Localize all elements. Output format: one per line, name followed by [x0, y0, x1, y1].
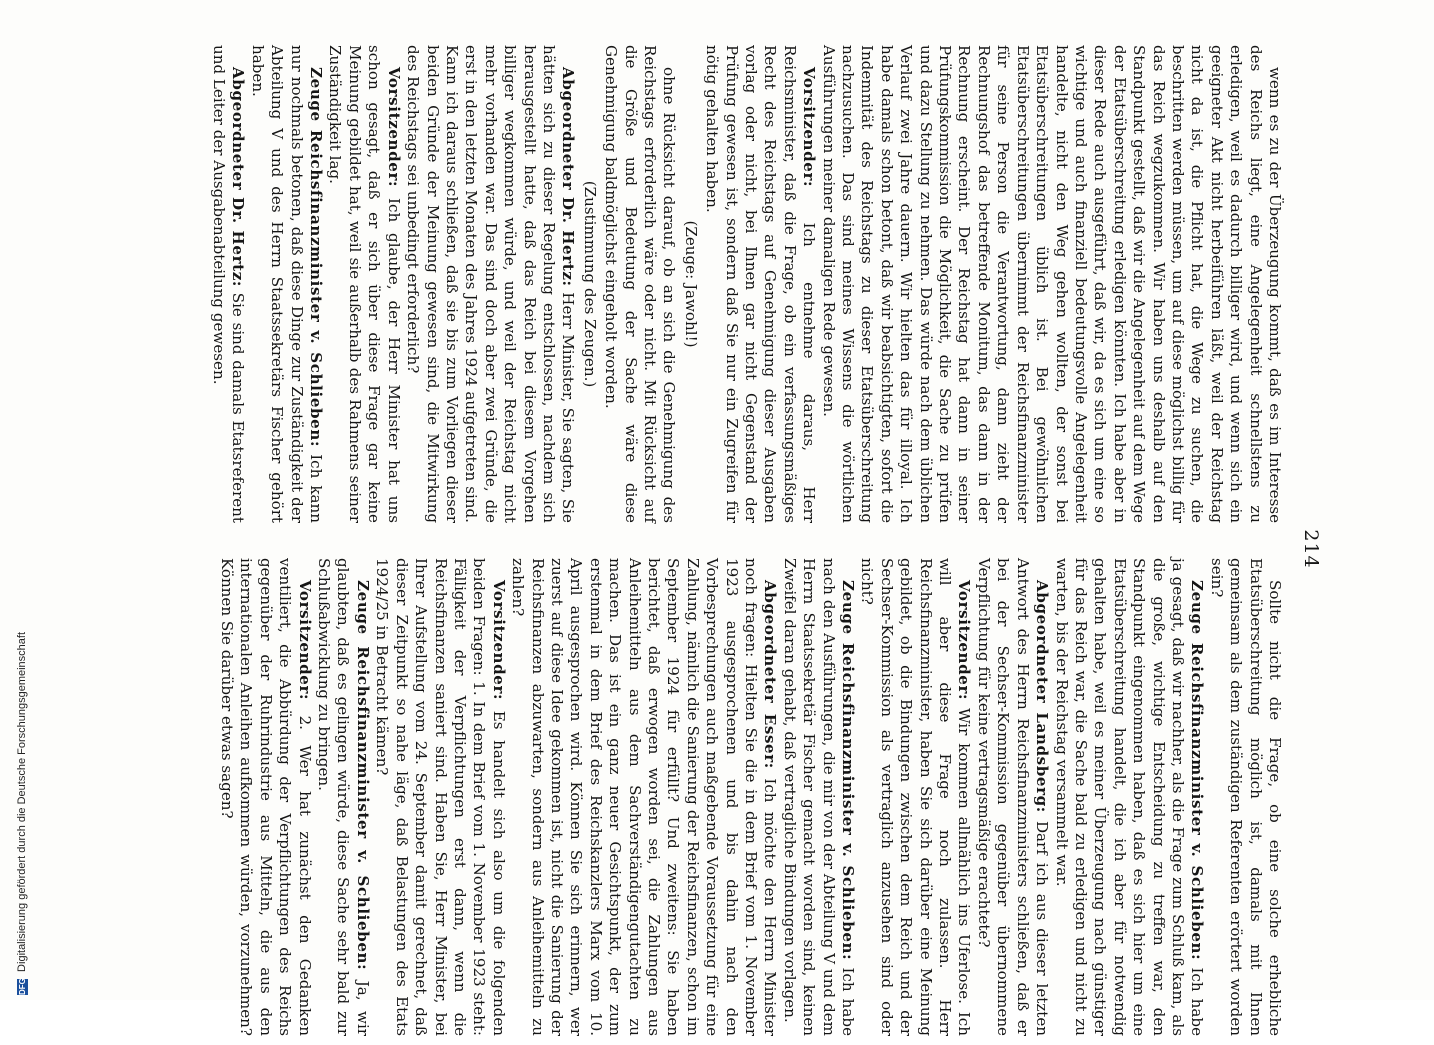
speech-text: Ich kann nur nochmals betonen, daß diese Dinge zur Zuständigkeit der Abteilung V und des Herrn Staatssekretärs Fischer gehört haben.	[248, 45, 326, 523]
speech-text: Darf ich aus dieser letzten Antwort des Herrn Reichsfinanzministers schließen, daß er bei der Sechser-Kommission gegenüber übernommene Verpflichtung für keine vertragsmäßige erachtete?	[974, 558, 1052, 1036]
speech-text: Es handelt sich also um die folgenden beiden Fragen: 1. In dem Brief vom 1. November 1923 steht: Fälligkeit der Verpflichtungen erst dann, wenn die Reichsfinanzen saniert sind. Haben Sie, Herr Minister, bei Ihrer Aufstellung vom 24. September damit gerechnet, daß dieser Zeitpunkt so nahe läge, daß Belastungen des Etats 1924/25 in Betracht kämen?	[373, 558, 508, 1036]
speaker-name: Zeuge Reichsfinanzminister v. Schlieben:	[307, 67, 326, 448]
stage-direction: (Zustimmung des Zeugen.)	[580, 180, 599, 388]
speech-text: Herr Minister, Sie sagten, Sie hätten sich zu dieser Regelung entschlossen, nachdem sich herausgestellt hatte, daß das Reich bei diesem Vorgehen billiger wegkommen würde, und weil der Reichstag nicht mehr vorhanden war. Das sind doch aber zwei Gründe, die erst in den letzten Monaten des Jahres 1924 aufgetreten sind. Kann ich daraus schließen, daß sie bis zum Vorliegen dieser beiden Gründe der Meinung gewesen sind, die Mitwirkung des Reichstags sei unbedingt erforderlich?	[404, 45, 578, 523]
speaker-name: Zeuge Reichsfinanzminister v. Schlieben:	[1188, 580, 1207, 961]
speaker-paragraph	[702, 45, 818, 523]
speaker-paragraph	[857, 558, 973, 1036]
speech-text: Ich möchte den Herrn Minister noch fragen: Hielten Sie die in dem Brief vom 1. November 1923 ausgesprochenen und bis dahin nach den Vorbesprechungen auch maßgebende Voraussetzung für eine Zahlung, nämlich die Sanierung der Reichsfinanzen, schon im September 1924 für erfüllt? Und zweitens: Sie haben berichtet, daß erwogen worden sei, die Zahlungen aus Anleihemitteln aus dem Sachverständigengutachten zu machen. Das ist ein ganz neuer Gesichtspunkt, der zum erstenmal in dem Brief des Reichskanzlers Marx vom 10. April ausgesprochen wird. Können Sie sich erinnern, wer zuerst auf diese Idee gekommen ist, nicht die Sanierung der Reichsfinanzen abzuwarten, sondern aus Anleihemitteln zu zahlen?	[509, 558, 780, 1036]
speaker-paragraph	[403, 45, 578, 523]
text-paragraph: wenn es zu der Überzeugung kommt, daß es im Interesse des Reichs liegt, eine Angelegenheit schnellstens zu erledigen, weil es dadurch billiger wird, und wenn sich ein geeigneter Akt nicht herbeiführen läßt, weil der Reichstag nicht da ist, die Pflicht hat, die Wege zu suchen, die beschritten werden müssen, um auf diese möglichst billig für das Reich wegzukommen. Wir haben uns deshalb auf den Standpunkt gestellt, daß wir die Angelegenheit auf dem Wege der Etatsüberschreitung erledigen könnten. Ich habe aber in dieser Rede auch ausgeführt, daß wir, da es sich um eine so wichtige und auch finanziell bedeutungsvolle Angelegenheit handelte, nicht den Weg gehen wollten, der sonst bei Etatsüberschreitungen üblich ist. Bei gewöhnlichen Etatsüberschreitungen übernimmt der Reichsfinanzminister für seine Person die Verantwortung, dann zieht der Rechnungshof das betreffende Monitum, das dann in der Rechnung erscheint. Der Reichstag hat dann in seiner Prüfungskommission die Möglichkeit, die Sache zu prüfen und dazu Stellung zu nehmen. Das würde nach dem üblichen Verlauf zwei Jahre dauern. Wir hielten das für illoyal. Ich habe damals schon betont, daß wir beabsichtigten, sofort die Indemnität des Reichstags zu dieser Etatsüberschreitung nachzusuchen. Das sind meines Wissens die wörtlichen Ausführungen meiner damaligen Rede gewesen.	[819, 45, 1284, 523]
stage-direction: (Zeuge: Jawohl!)	[681, 220, 700, 348]
dfg-logo: DFG	[17, 978, 27, 995]
speaker-name: Vorsitzender:	[800, 67, 819, 188]
speaker-name: Vorsitzender:	[384, 67, 403, 188]
rotated-page-content	[144, 45, 1322, 1045]
footer	[16, 0, 32, 995]
speech-text: Ich glaube, der Herr Minister hat uns schon gesagt, daß er sich über diese Frage gar keine Meinung gebildet hat, weil sie außerhalb des Rahmens seiner Zuständigkeit lag.	[326, 45, 403, 523]
speaker-name: Abgeordneter Landsberg:	[1033, 580, 1052, 813]
right-text-column	[217, 558, 1284, 1036]
speaker-paragraph	[1051, 558, 1206, 1036]
speaker-paragraph	[779, 558, 857, 1036]
speaker-name: Abgeordneter Dr. Hertz:	[559, 67, 578, 287]
speaker-name: Abgeordneter Dr. Hertz:	[229, 67, 248, 288]
speaker-name: Vorsitzender:	[295, 580, 314, 701]
speech-text: Ich habe nach den Ausführungen, die mir von der Abteilung V und dem Herrn Staatssekretär Fischer gemacht worden sind, keinen Zweifel daran gehabt, daß vertragliche Bindungen vorlagen.	[780, 558, 858, 1036]
speaker-paragraph	[247, 45, 325, 523]
left-text-column	[209, 45, 1284, 523]
speaker-name: Vorsitzender:	[955, 580, 974, 701]
speaker-paragraph	[217, 558, 314, 1036]
text-paragraph: ohne Rücksicht darauf, ob an sich die Genehmigung des Reichstags erforderlich wäre oder nicht. Mit Rücksicht auf die Größe und Bedeutung der Sache wäre diese Genehmigung baldmöglichst eingeholt worden.	[602, 45, 679, 523]
speech-text: Sie sind damals Etatsreferent und Leiter der Ausgabenabteilung gewesen.	[210, 45, 248, 523]
speech-text: Wir kommen allmählich ins Uferlose. Ich will aber diese Frage noch zulassen. Herr Reichsfinanzminister, haben Sie sich darüber eine Meinung gebildet, ob die Bindungen zwischen dem Reich und der Sechser-Kommission als vertraglich anzusehen sind oder nicht?	[858, 558, 974, 1036]
speaker-paragraph	[314, 558, 372, 1036]
speaker-paragraph	[372, 558, 508, 1036]
footer-text: Digitalisierung gefördert durch die Deutsche Forschungsgemeinschaft	[16, 631, 28, 972]
speaker-name: Abgeordneter Esser:	[761, 580, 780, 769]
speaker-paragraph	[508, 558, 780, 1036]
speech-text: Ich entnehme daraus, Herr Reichsminister, daß die Frage, ob ein verfassungsmäßiges Recht des Reichstags auf Genehmigung dieser Ausgaben vorlag oder nicht, bei Ihnen gar nicht Gegenstand der Prüfung gewesen ist, sondern daß Sie nur ein Zugreifen für nötig gehalten haben.	[703, 45, 819, 523]
speaker-paragraph	[974, 558, 1052, 1036]
page-number: 214	[1300, 529, 1322, 569]
speech-text: Ja, wir glaubten, daß es gelingen würde, diese Sache sehr bald zur Schlußabwicklung zu bringen.	[315, 558, 372, 1036]
speaker-paragraph	[209, 45, 248, 523]
speaker-name: Vorsitzender:	[489, 580, 508, 701]
speaker-paragraph	[325, 45, 403, 523]
speaker-name: Zeuge Reichsfinanzminister v. Schlieben:	[839, 580, 858, 961]
speech-text: 2. Wer hat zunächst den Gedanken ventiliert, die Abbürdung der Verpflichtungen des Reichs gegenüber der Ruhrindustrie aus Mitteln, die aus den internationalen Anleihen aufkommen würden, vorzunehmen? Können Sie darüber etwas sagen?	[218, 558, 314, 1036]
speech-text: Ich habe ja gesagt, daß wir nachher, als die Frage zum Schluß kam, als die große, wichtige Entscheidung zu treffen war, den Standpunkt eingenommen haben, daß es sich hier um eine Etatsüberschreitung handelt, die ich aber für notwendig gehalten habe, weil es meiner Überzeugung nach günstiger für das Reich war, die Sache bald zu erledigen und nicht zu warten, bis der Reichstag versammelt war.	[1052, 558, 1207, 1036]
text-paragraph: Sollte nicht die Frage, ob eine solche erhebliche Etatsüberschreitung möglich ist, damals mit Ihnen gemeinsam als dem zuständigen Referenten erörtert worden sein?	[1207, 558, 1284, 1036]
speaker-name: Zeuge Reichsfinanzminister v. Schlieben:	[353, 580, 372, 971]
